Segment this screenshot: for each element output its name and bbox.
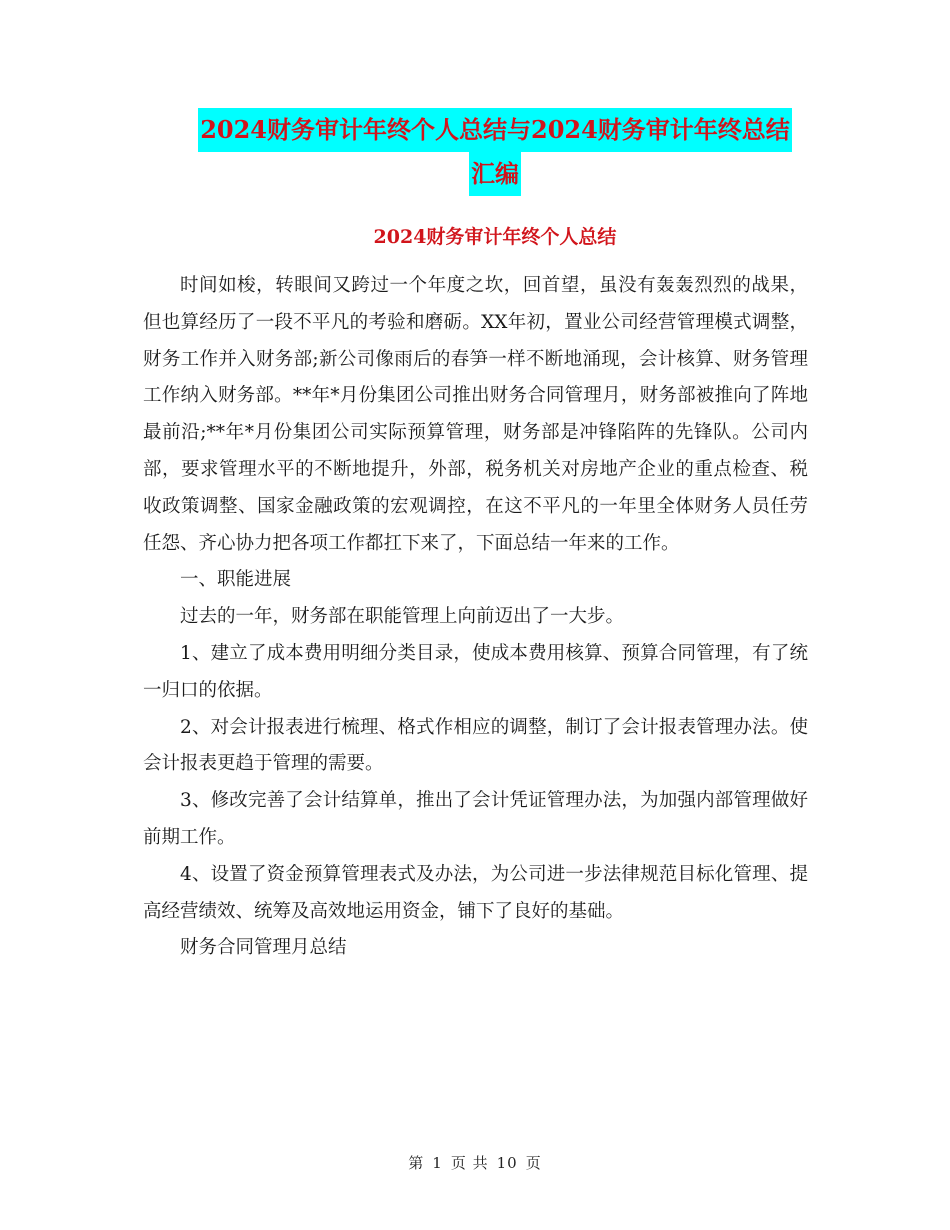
- document-title: [140, 108, 850, 196]
- footer-prefix: 第: [408, 1154, 425, 1172]
- heading-functional-progress: 一、职能进展: [180, 569, 292, 591]
- list-item-1: 1、建立了成本费用明细分类目录，使成本费用核算、预算合同管理，有了统一归口的依据。: [143, 642, 808, 701]
- footer-total-pages: 10: [496, 1154, 518, 1172]
- footer-suffix: 页: [525, 1154, 542, 1172]
- paragraph-summary: 过去的一年，财务部在职能管理上向前迈出了一大步。: [180, 606, 625, 628]
- page-footer: [0, 1152, 950, 1173]
- list-item-2: 2、对会计报表进行梳理、格式作相应的调整，制订了会计报表管理办法。使会计报表更趋于管理的需要。: [143, 716, 808, 775]
- list-item-3: 3、修改完善了会计结算单，推出了会计凭证管理办法，为加强内部管理做好前期工作。: [143, 790, 808, 848]
- section-subtitle: 2024财务审计年终个人总结: [373, 226, 617, 248]
- footer-middle: 页 共: [450, 1154, 489, 1172]
- document-body: [143, 268, 808, 967]
- title-line-1: 2024财务审计年终个人总结与2024财务审计年终总结: [198, 108, 792, 152]
- title-line-2: 汇编: [469, 152, 521, 196]
- paragraph-intro: 时间如梭，转眼间又跨过一个年度之坎，回首望，虽没有轰轰烈烈的战果，但也算经历了一段不平凡的考验和磨砺。XX年初，置业公司经营管理模式调整，财务工作并入财务部;新公司像雨后的春笋一样不断地涌现，会计核算、财务管理工作纳入财务部。**年*月份集团公司推出财务合同管理月，财务部被推向了阵地最前沿;**年*月份集团公司实际预算管理，财务部是冲锋陷阵的先锋队。公司内部，要求管理水平的不断地提升，外部，税务机关对房地产企业的重点检查、税收政策调整、国家金融政策的宏观调控，在这不平凡的一年里全体财务人员任劳任怨、齐心协力把各项工作都扛下来了，下面总结一年来的工作。: [143, 275, 808, 554]
- list-item-4: 4、设置了资金预算管理表式及办法，为公司进一步法律规范目标化管理、提高经营绩效、统筹及高效地运用资金，铺下了良好的基础。: [143, 863, 808, 922]
- paragraph-contract-month: 财务合同管理月总结: [180, 937, 347, 959]
- footer-current-page: 1: [432, 1154, 443, 1172]
